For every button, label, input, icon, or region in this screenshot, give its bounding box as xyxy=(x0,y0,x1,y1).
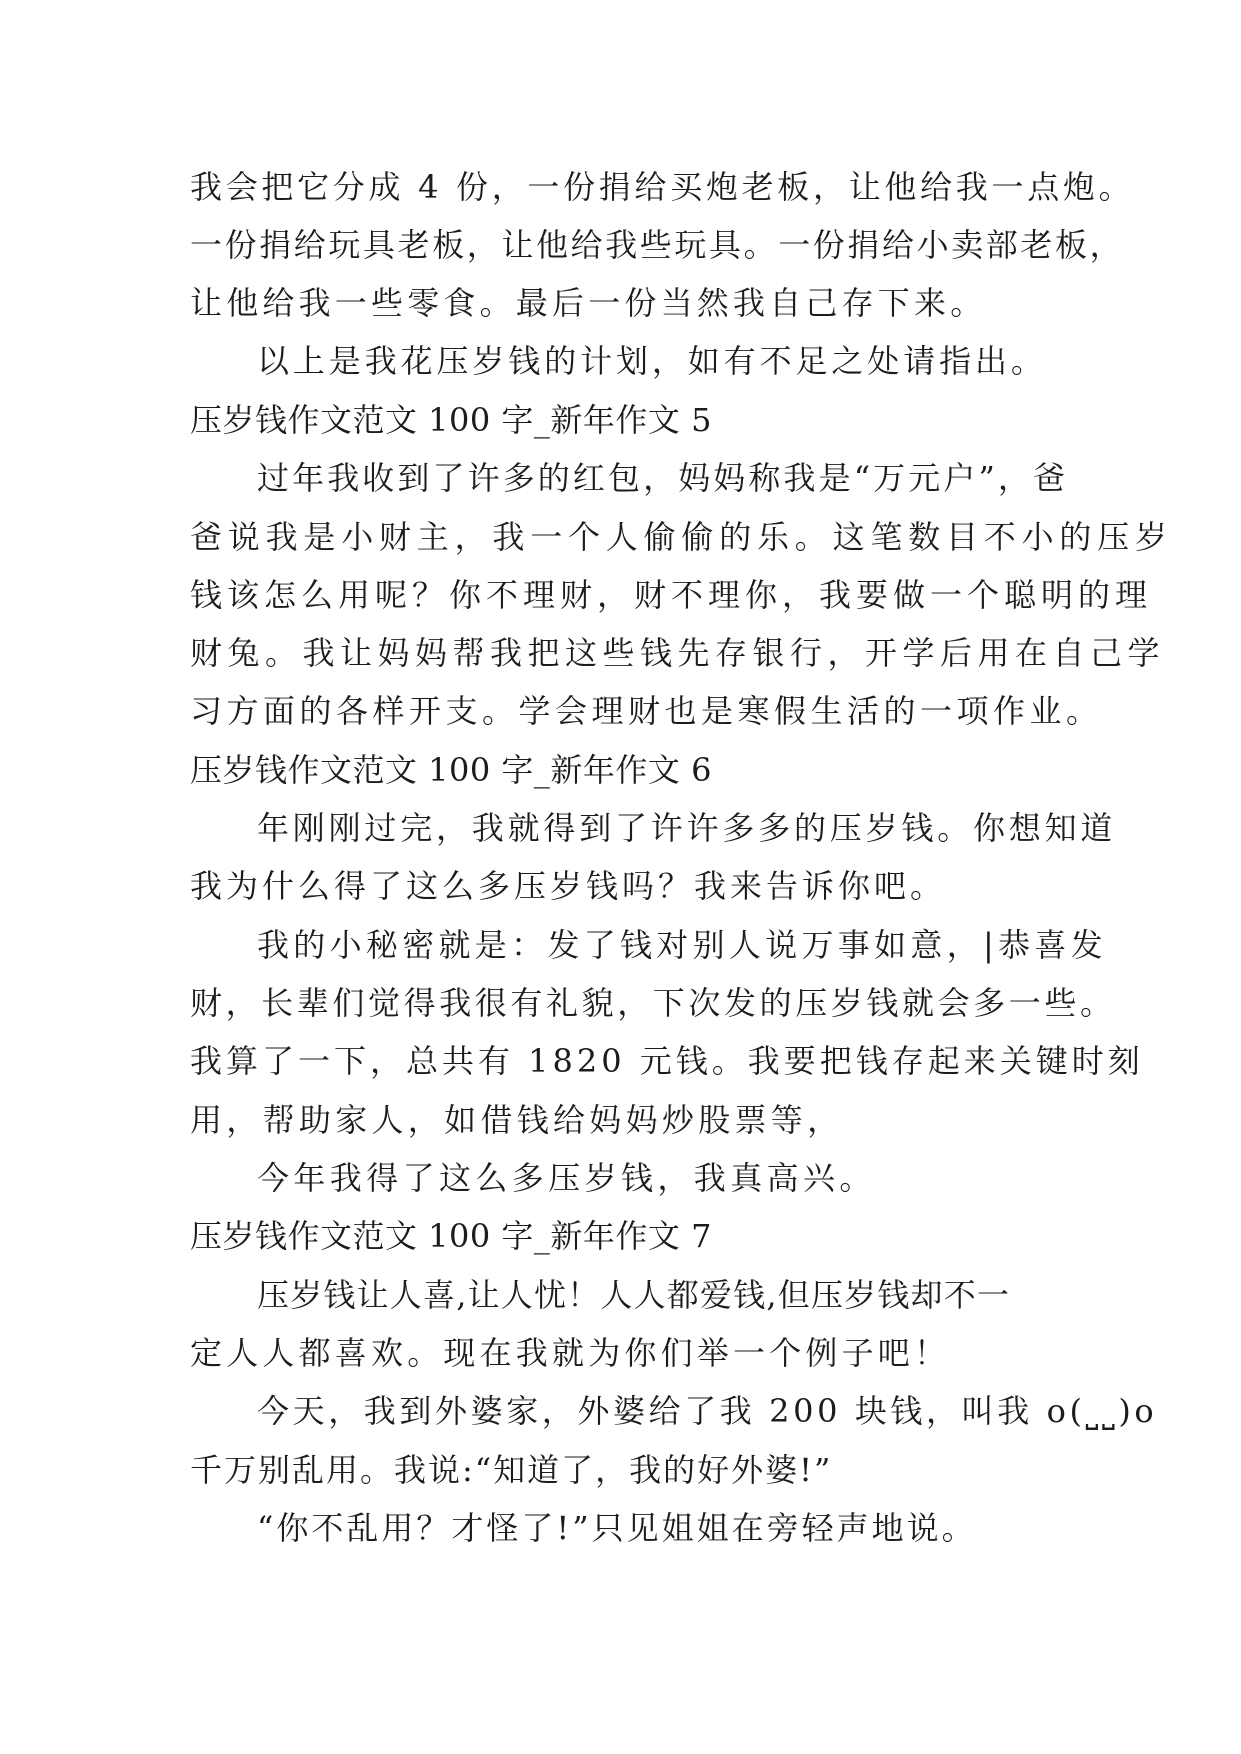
body-text-line: 一份捐给玩具老板，让他给我些玩具。一份捐给小卖部老板， xyxy=(190,226,1125,264)
body-text-line: 用，帮助家人，如借钱给妈妈炒股票等， xyxy=(190,1101,844,1139)
body-text-line: “你不乱用？才怪了!”只见姐姐在旁轻声地说。 xyxy=(257,1509,977,1547)
body-text-line: 习方面的各样开支。学会理财也是寒假生活的一项作业。 xyxy=(190,692,1103,730)
body-text-line: 爸说我是小财主，我一个人偷偷的乐。这笔数目不小的压岁 xyxy=(190,518,1173,556)
body-text-line: 钱该怎么用呢？你不理财，财不理你，我要做一个聪明的理 xyxy=(190,576,1153,614)
body-text-line: 千万别乱用。我说:“知道了，我的好外婆!” xyxy=(190,1451,833,1489)
body-text-line: 财兔。我让妈妈帮我把这些钱先存银行，开学后用在自己学 xyxy=(190,634,1166,672)
body-text-line: 财，长辈们觉得我很有礼貌，下次发的压岁钱就会多一些。 xyxy=(190,984,1116,1022)
body-text-line: 我的小秘密就是：发了钱对别人说万事如意，|恭喜发 xyxy=(257,926,1107,964)
body-text-line: 我为什么得了这么多压岁钱吗？我来告诉你吧。 xyxy=(190,867,947,905)
body-text-line: 让他给我一些零食。最后一份当然我自己存下来。 xyxy=(190,284,987,322)
section-heading: 压岁钱作文范文 100 字_新年作文 6 xyxy=(190,751,712,789)
section-heading: 压岁钱作文范文 100 字_新年作文 5 xyxy=(190,401,712,439)
body-text-line: 压岁钱让人喜,让人忧！人人都爱钱,但压岁钱却不一 xyxy=(257,1276,1011,1314)
body-text-line: 今天，我到外婆家，外婆给了我 200 块钱，叫我 o(⎵⎵)o xyxy=(257,1392,1158,1430)
body-text-line: 我会把它分成 4 份，一份捐给买炮老板，让他给我一点炮。 xyxy=(190,168,1135,206)
body-text-line: 以上是我花压岁钱的计划，如有不足之处请指出。 xyxy=(257,342,1047,380)
body-text-line: 我算了一下，总共有 1820 元钱。我要把钱存起来关键时刻 xyxy=(190,1042,1144,1080)
body-text-line: 定人人都喜欢。现在我就为你们举一个例子吧！ xyxy=(190,1334,951,1372)
body-text-line: 年刚刚过完，我就得到了许许多多的压岁钱。你想知道 xyxy=(257,809,1117,847)
body-text-line: 今年我得了这么多压岁钱，我真高兴。 xyxy=(257,1159,876,1197)
section-heading: 压岁钱作文范文 100 字_新年作文 7 xyxy=(190,1217,712,1255)
body-text-line: 过年我收到了许多的红包，妈妈称我是“万元户”，爸 xyxy=(257,459,1069,497)
